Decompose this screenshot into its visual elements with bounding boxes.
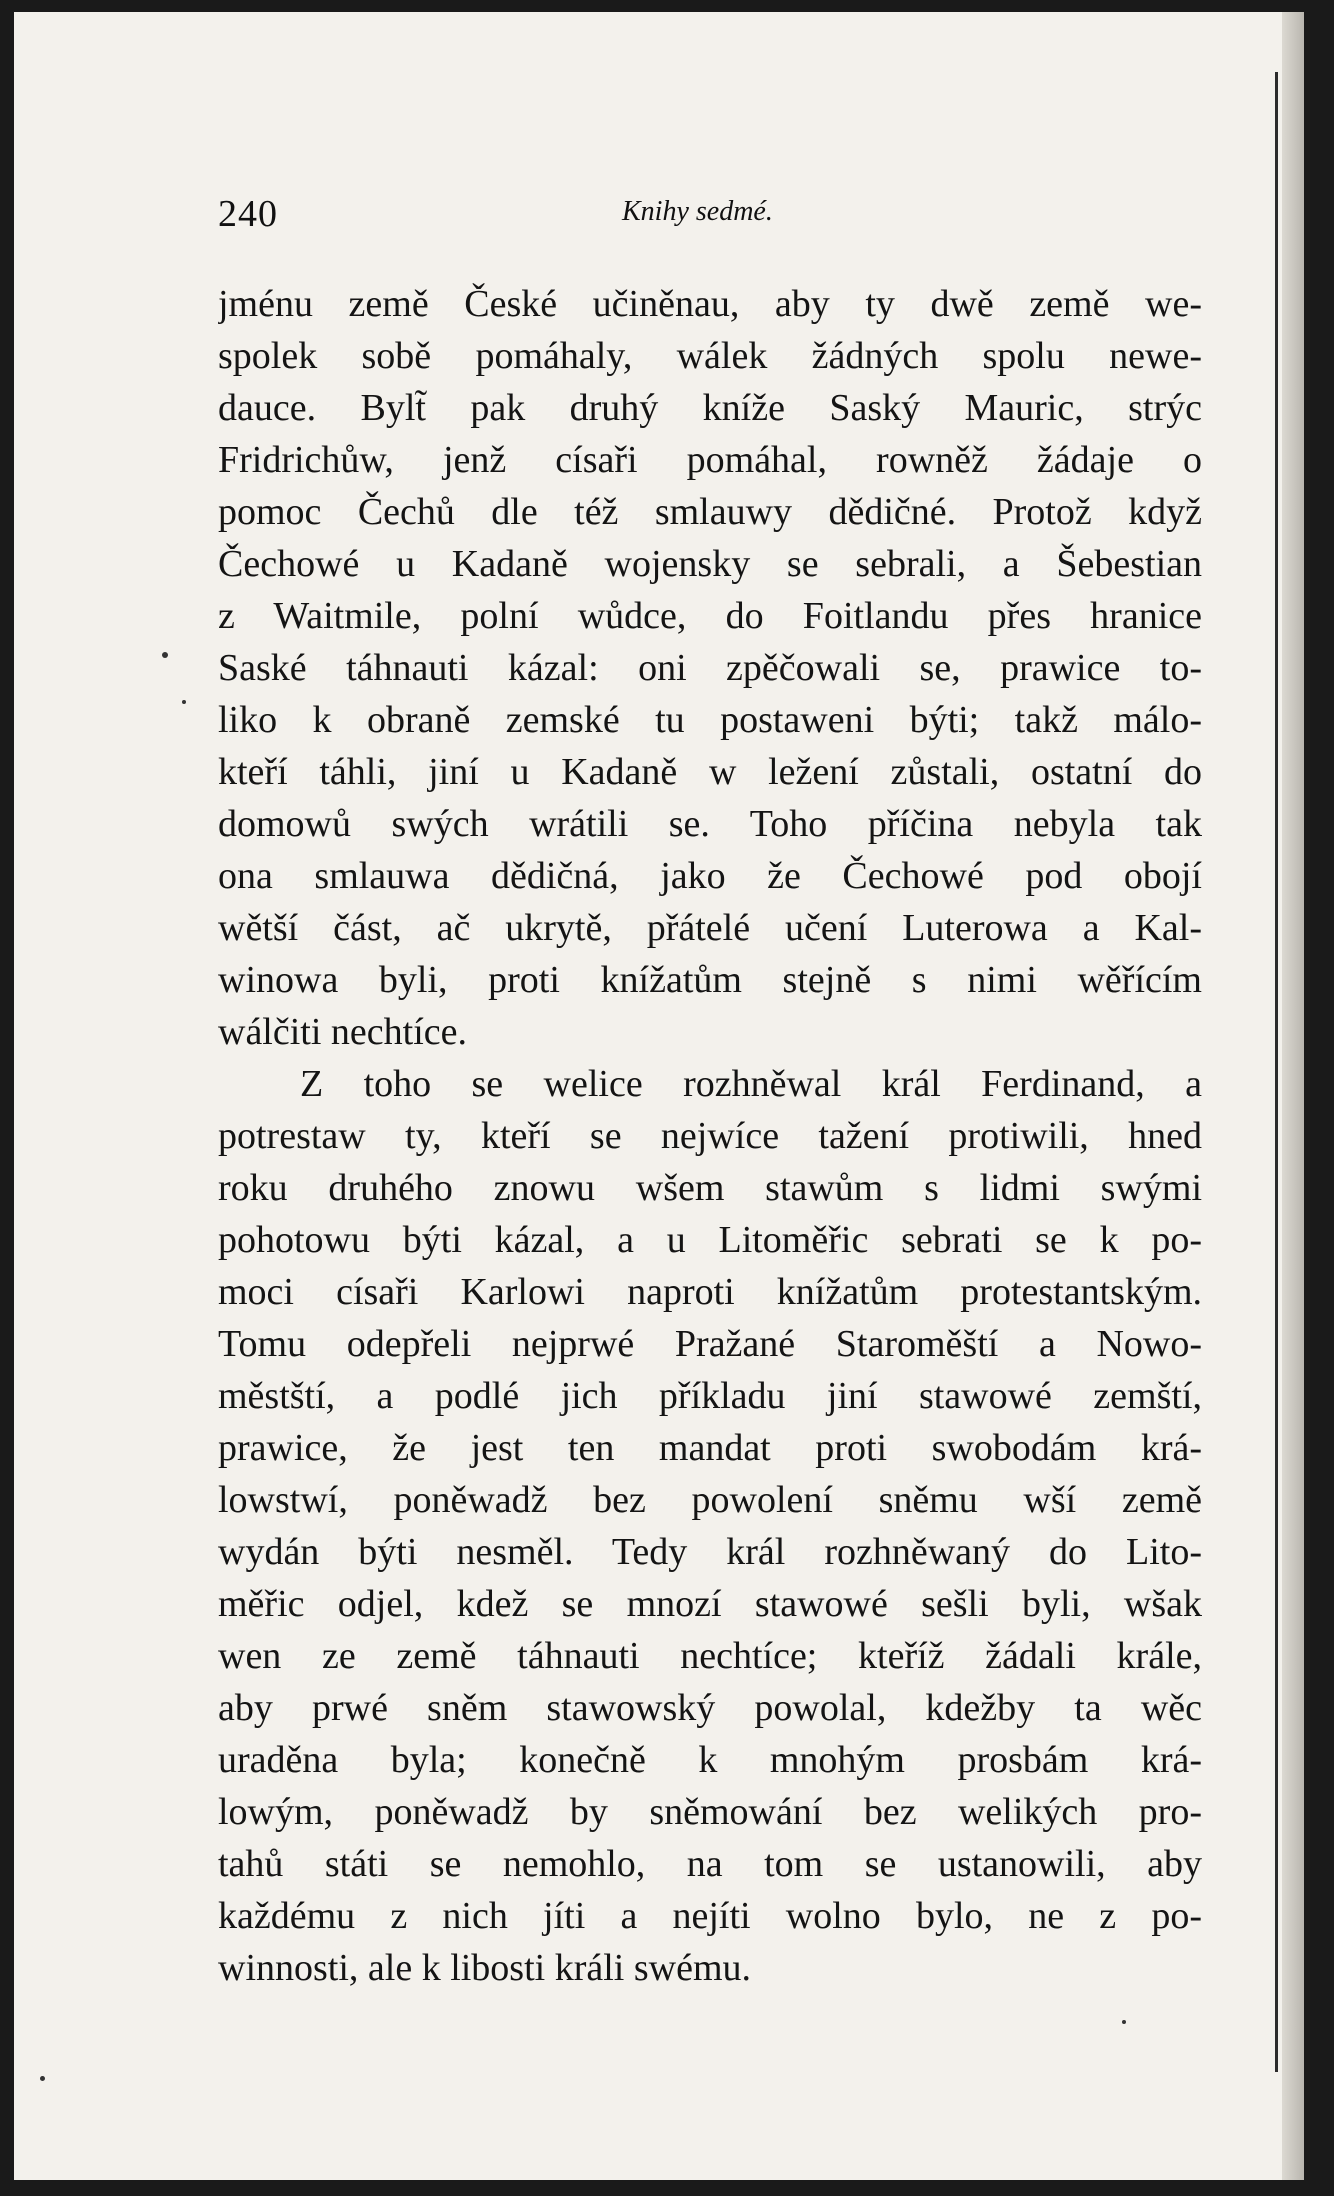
text-line: moci císaři Karlowi naproti knížatům protestantským. bbox=[218, 1271, 1202, 1313]
body-text bbox=[218, 278, 1202, 1994]
paper-speck bbox=[162, 652, 168, 658]
text-line: kteří táhli, jiní u Kadaně w ležení zůstali, ostatní do bbox=[218, 751, 1202, 793]
text-line: Fridrichůw, jenž císaři pomáhal, rowněž žádaje o bbox=[218, 439, 1202, 481]
text-line: každému z nich jíti a nejíti wolno bylo, ne z po- bbox=[218, 1895, 1202, 1937]
text-line: uraděna byla; konečně k mnohým prosbám krá- bbox=[218, 1739, 1202, 1781]
text-line: roku druhého znowu wšem stawům s lidmi swými bbox=[218, 1167, 1202, 1209]
text-line: wen ze země táhnauti nechtíce; kteříž žádali krále, bbox=[218, 1635, 1202, 1677]
text-line: lowstwí, poněwadž bez powolení sněmu wší země bbox=[218, 1479, 1202, 1521]
text-line: pomoc Čechů dle též smlauwy dědičné. Protož když bbox=[218, 491, 1202, 533]
text-line: domowů swých wrátili se. Toho příčina nebyla tak bbox=[218, 803, 1202, 845]
text-line: měřic odjel, kdež se mnozí stawowé sešli byli, wšak bbox=[218, 1583, 1202, 1625]
text-line: liko k obraně zemské tu postaweni býti; takž málo- bbox=[218, 699, 1202, 741]
text-line: winowa byli, proti knížatům stejně s nimi wěřícím bbox=[218, 959, 1202, 1001]
text-line: Z toho se welice rozhněwal král Ferdinand, a bbox=[300, 1063, 1202, 1105]
text-line: prawice, že jest ten mandat proti swobodám krá- bbox=[218, 1427, 1202, 1469]
paper-speck bbox=[1122, 2020, 1126, 2024]
text-line: spolek sobě pomáhaly, wálek žádných spolu newe- bbox=[218, 335, 1202, 377]
text-line: tahů státi se nemohlo, na tom se ustanowili, aby bbox=[218, 1843, 1202, 1885]
paper-speck bbox=[40, 2076, 45, 2081]
text-line: z Waitmile, polní wůdce, do Foitlandu přes hranice bbox=[218, 595, 1202, 637]
text-line: winnosti, ale k libosti králi swému. bbox=[218, 1947, 752, 1989]
paper-speck bbox=[182, 700, 186, 704]
text-line: městští, a podlé jich příkladu jiní stawowé zemští, bbox=[218, 1375, 1202, 1417]
text-line: wětší část, ač ukrytě, přátelé učení Luterowa a Kal- bbox=[218, 907, 1202, 949]
text-line: aby prwé sněm stawowský powolal, kdežby ta wěc bbox=[218, 1687, 1202, 1729]
page-number: 240 bbox=[218, 193, 278, 235]
text-line: dauce. Bylt̃ pak druhý kníže Saský Mauric, strýc bbox=[218, 387, 1202, 429]
running-head: Knihy sedmé. bbox=[622, 196, 773, 227]
binding-edge bbox=[1275, 72, 1278, 2072]
text-line: Tomu odepřeli nejprwé Pražané Staroměští a Nowo- bbox=[218, 1323, 1202, 1365]
page-edge bbox=[1282, 12, 1304, 2180]
text-line: Čechowé u Kadaně wojensky se sebrali, a Šebestian bbox=[218, 543, 1202, 585]
text-line: lowým, poněwadž by sněmowání bez welikých pro- bbox=[218, 1791, 1202, 1833]
text-line: jménu země České učiněnau, aby ty dwě země we- bbox=[218, 283, 1202, 325]
text-line: pohotowu býti kázal, a u Litoměřic sebrati se k po- bbox=[218, 1219, 1202, 1261]
text-line: wálčiti nechtíce. bbox=[218, 1011, 467, 1053]
book-page bbox=[14, 12, 1304, 2180]
text-line: wydán býti nesměl. Tedy král rozhněwaný do Lito- bbox=[218, 1531, 1202, 1573]
text-line: Saské táhnauti kázal: oni zpěčowali se, prawice to- bbox=[218, 647, 1202, 689]
text-line: potrestaw ty, kteří se nejwíce tažení protiwili, hned bbox=[218, 1115, 1202, 1157]
page-header bbox=[202, 192, 1202, 242]
text-line: ona smlauwa dědičná, jako že Čechowé pod obojí bbox=[218, 855, 1202, 897]
